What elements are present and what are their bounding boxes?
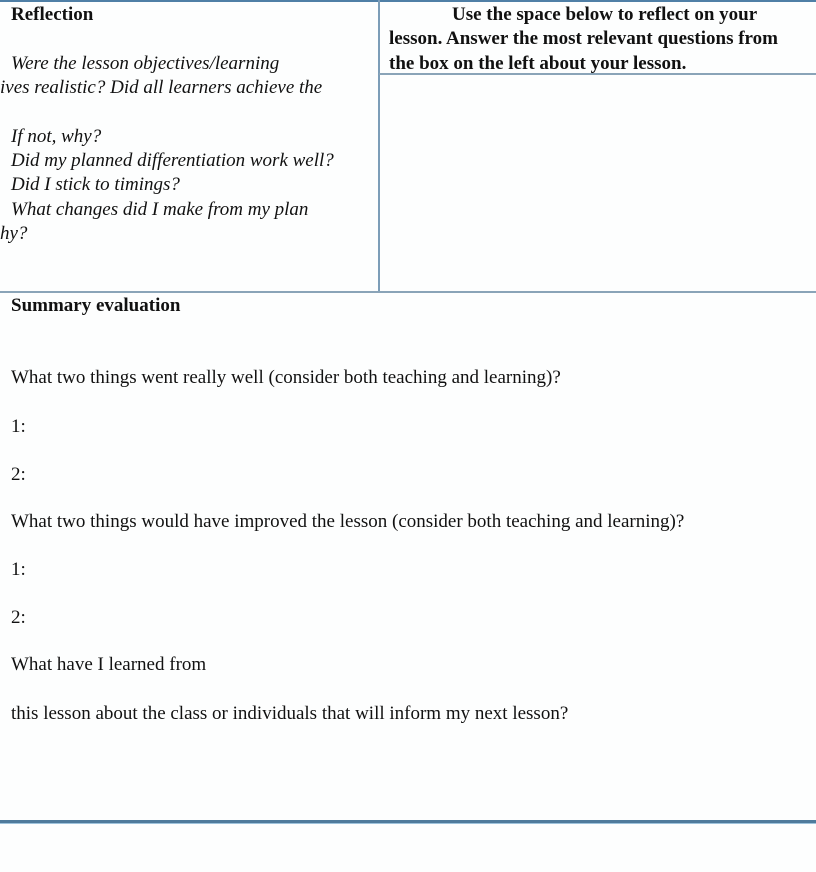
reflection-answer-area[interactable] [381,76,815,290]
reflection-questions [0,52,334,246]
reflection-question-line: ives realistic? Did all learners achieve the [0,77,323,99]
reflection-question-line: hy? [0,223,28,245]
instructions-line: the box on the left about your lesson. [389,52,687,74]
summary-evaluation-heading: Summary evaluation [11,295,181,316]
improve-question: What two things would have improved the lesson (consider both teaching and learning)? [11,511,685,532]
learned-question-line-1: What have I learned from [11,654,207,675]
went-well-item-2[interactable]: 2: [11,464,26,485]
improve-item-1[interactable]: 1: [11,559,26,580]
reflection-question-line: Did my planned differentiation work well? [11,150,334,172]
reflection-question-line: Did I stick to timings? [11,174,180,196]
section-divider-rule [0,291,816,293]
column-divider [378,0,380,292]
top-border-rule [0,0,816,2]
went-well-question: What two things went really well (consider both teaching and learning)? [11,367,561,388]
reflection-heading: Reflection [11,4,94,25]
reflection-instructions [389,3,816,76]
instructions-line: Use the space below to reflect on your [452,4,758,25]
learned-question-line-2: this lesson about the class or individuals that will inform my next lesson? [11,703,569,724]
bottom-border-rule [0,820,816,823]
instructions-line: lesson. Answer the most relevant questions from [389,28,778,50]
reflection-question-line: Were the lesson objectives/learning [11,53,280,74]
reflection-question-line: If not, why? [11,125,102,147]
reflection-question-line [0,101,334,125]
reflection-question-line: What changes did I make from my plan [11,198,309,220]
improve-item-2[interactable]: 2: [11,607,26,628]
went-well-item-1[interactable]: 1: [11,416,26,437]
